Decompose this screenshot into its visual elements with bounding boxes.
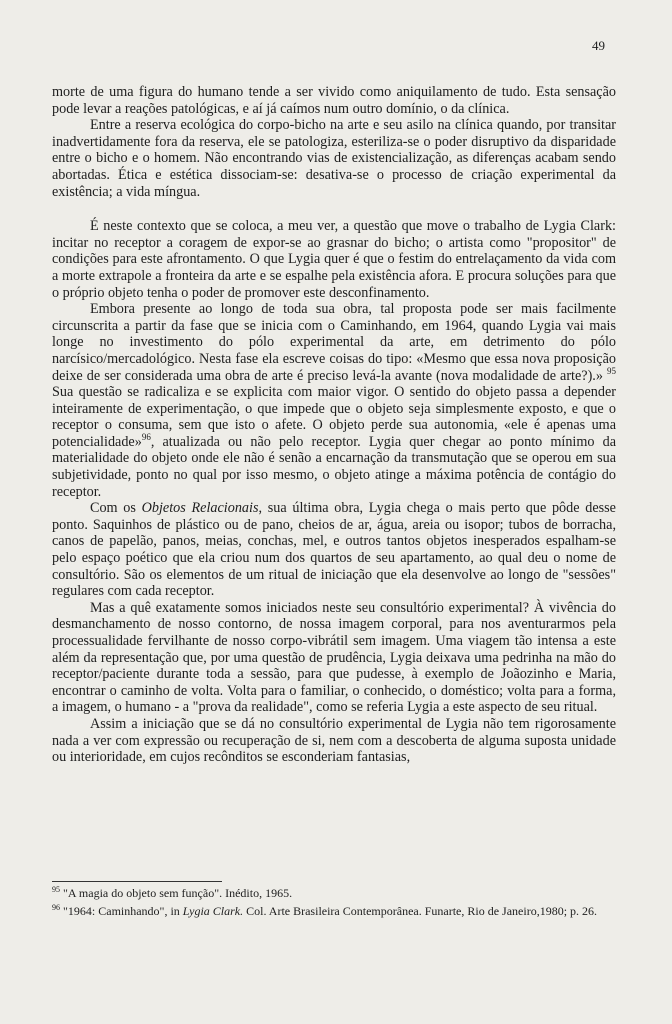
footnote-text: "A magia do objeto sem função". Inédito, 1965. xyxy=(63,886,293,900)
footnote-ref-95: 95 xyxy=(607,365,616,376)
paragraph xyxy=(52,301,616,500)
paragraph xyxy=(52,500,616,600)
paragraph: Mas a quê exatamente somos iniciados neste seu consultório experimental? À vivência do desmanchamento de nosso contorno, de nossa imagem corporal, para nos aventurarmos pela processualidade fervilhante de nosso corpo-vibrátil sem imagem. Uma viagem tão intensa a este além da representação que, por uma questão de prudência, Lygia deixava uma pedrinha na mão do receptor/paciente durante toda a sessão, para que pudesse, à exemplo de Joãozinho e Maria, encontrar o caminho de volta. Volta para o familiar, o conhecido, o doméstico; volta para a forma, a imagem, o humano - a "prova da realidade", como se referia Lygia a este aspecto de seu ritual. xyxy=(52,599,616,716)
paragraph: morte de uma figura do humano tende a ser vivido como aniquilamento de tudo. Esta sensação pode levar a reações patológicas, e aí já caímos num outro domínio, o da clínica. xyxy=(52,84,616,117)
footnote-number: 96 xyxy=(52,903,60,912)
paragraph-text: , sua última obra, Lygia chega o mais perto que pôde desse ponto. Saquinhos de plástico ou de pano, cheios de ar, água, areia ou isopor; tubos de borracha, canos de papelão, panos, meias, conchas, mel, e outros tantos objetos inesperados espalham-se pelo espaço poético que ela criou num dos quartos de seu apartamento, ao qual deu o nome de consultório. São os elementos de um ritual de iniciação que ela desenvolve ao longo de "sessões" regulares com cada receptor. xyxy=(52,500,616,600)
footnote-divider xyxy=(52,881,222,882)
work-title: Objetos Relacionais xyxy=(141,500,259,517)
paragraph: É neste contexto que se coloca, a meu ver, a questão que move o trabalho de Lygia Clark: incitar no receptor a coragem de expor-se ao grasnar do bicho; o artista como "propositor" de condições para este afrontamento. O que Lygia quer é que o festim do entrelaçamento da vida com a morte extrapole a fronteira da arte e se espalhe pela existência afora. E procura soluções para que o próprio objeto tenha o poder de promover este desconfinamento. xyxy=(52,218,616,301)
footnote-95 xyxy=(52,886,616,901)
footnote-text: Col. Arte Brasileira Contemporânea. Funarte, Rio de Janeiro,1980; p. 26. xyxy=(246,904,598,918)
paragraph-text: Sua questão se radicaliza e se explicita com maior vigor. O sentido do objeto passa a depender inteiramente de experimentação, o que impede que o objeto seja simplesmente exposto, e que o receptor o consuma, sem que isto o afete. O objeto perde sua autonomia, «ele é apenas uma potencialidade» xyxy=(52,384,616,450)
footnotes xyxy=(52,886,616,922)
footnote-book-title: Lygia Clark. xyxy=(182,904,244,918)
footnote-ref-96: 96 xyxy=(141,431,151,442)
paragraph-text: Embora presente ao longo de toda sua obra, tal proposta pode ser mais facilmente circunscrita a partir da fase que se inicia com o Caminhando, em 1964, quando Lygia vai mais longe no investimento do pólo experimental da arte, em detrimento do pólo narcísico/mercadológico. Nesta fase ela escreve coisas do tipo: «Mesmo que essa nova proposição deixe de ser considerada uma obra de arte é preciso levá-la avante (nova modalidade de arte?).» xyxy=(52,301,616,384)
body-text xyxy=(52,84,616,766)
paragraph-text: , atualizada ou não pelo receptor. Lygia quer chegar ao ponto mínimo da materialidade do objeto onde ele não é senão a encarnação da transmutação que se operou em sua subjetividade, ponto no qual por isso mesmo, o objeto atinge a máxima potência de contágio do receptor. xyxy=(52,433,616,500)
paragraph: Entre a reserva ecológica do corpo-bicho na arte e seu asilo na clínica quando, por transitar inadvertidamente fora da reserva, ele se patologiza, esteriliza-se o poder disruptivo da disparidade entre o bicho e o homem. Não encontrando vias de existencialização, as diferenças acabam sendo abortadas. Ética e estética dissociam-se: desativa-se o processo de criação experimental da existência; a vida míngua. xyxy=(52,117,616,200)
paragraph: Assim a iniciação que se dá no consultório experimental de Lygia não tem rigorosamente nada a ver com expressão ou recuperação de si, nem com a descoberta de alguma suposta unidade ou interioridade, em cujos recônditos se esconderiam fantasias, xyxy=(52,715,616,766)
footnote-number: 95 xyxy=(52,885,60,894)
page-number: 49 xyxy=(592,38,605,53)
footnote-text: "1964: Caminhando", in xyxy=(63,904,180,918)
paragraph-text: Com os xyxy=(90,500,136,517)
footnote-96 xyxy=(52,904,616,919)
